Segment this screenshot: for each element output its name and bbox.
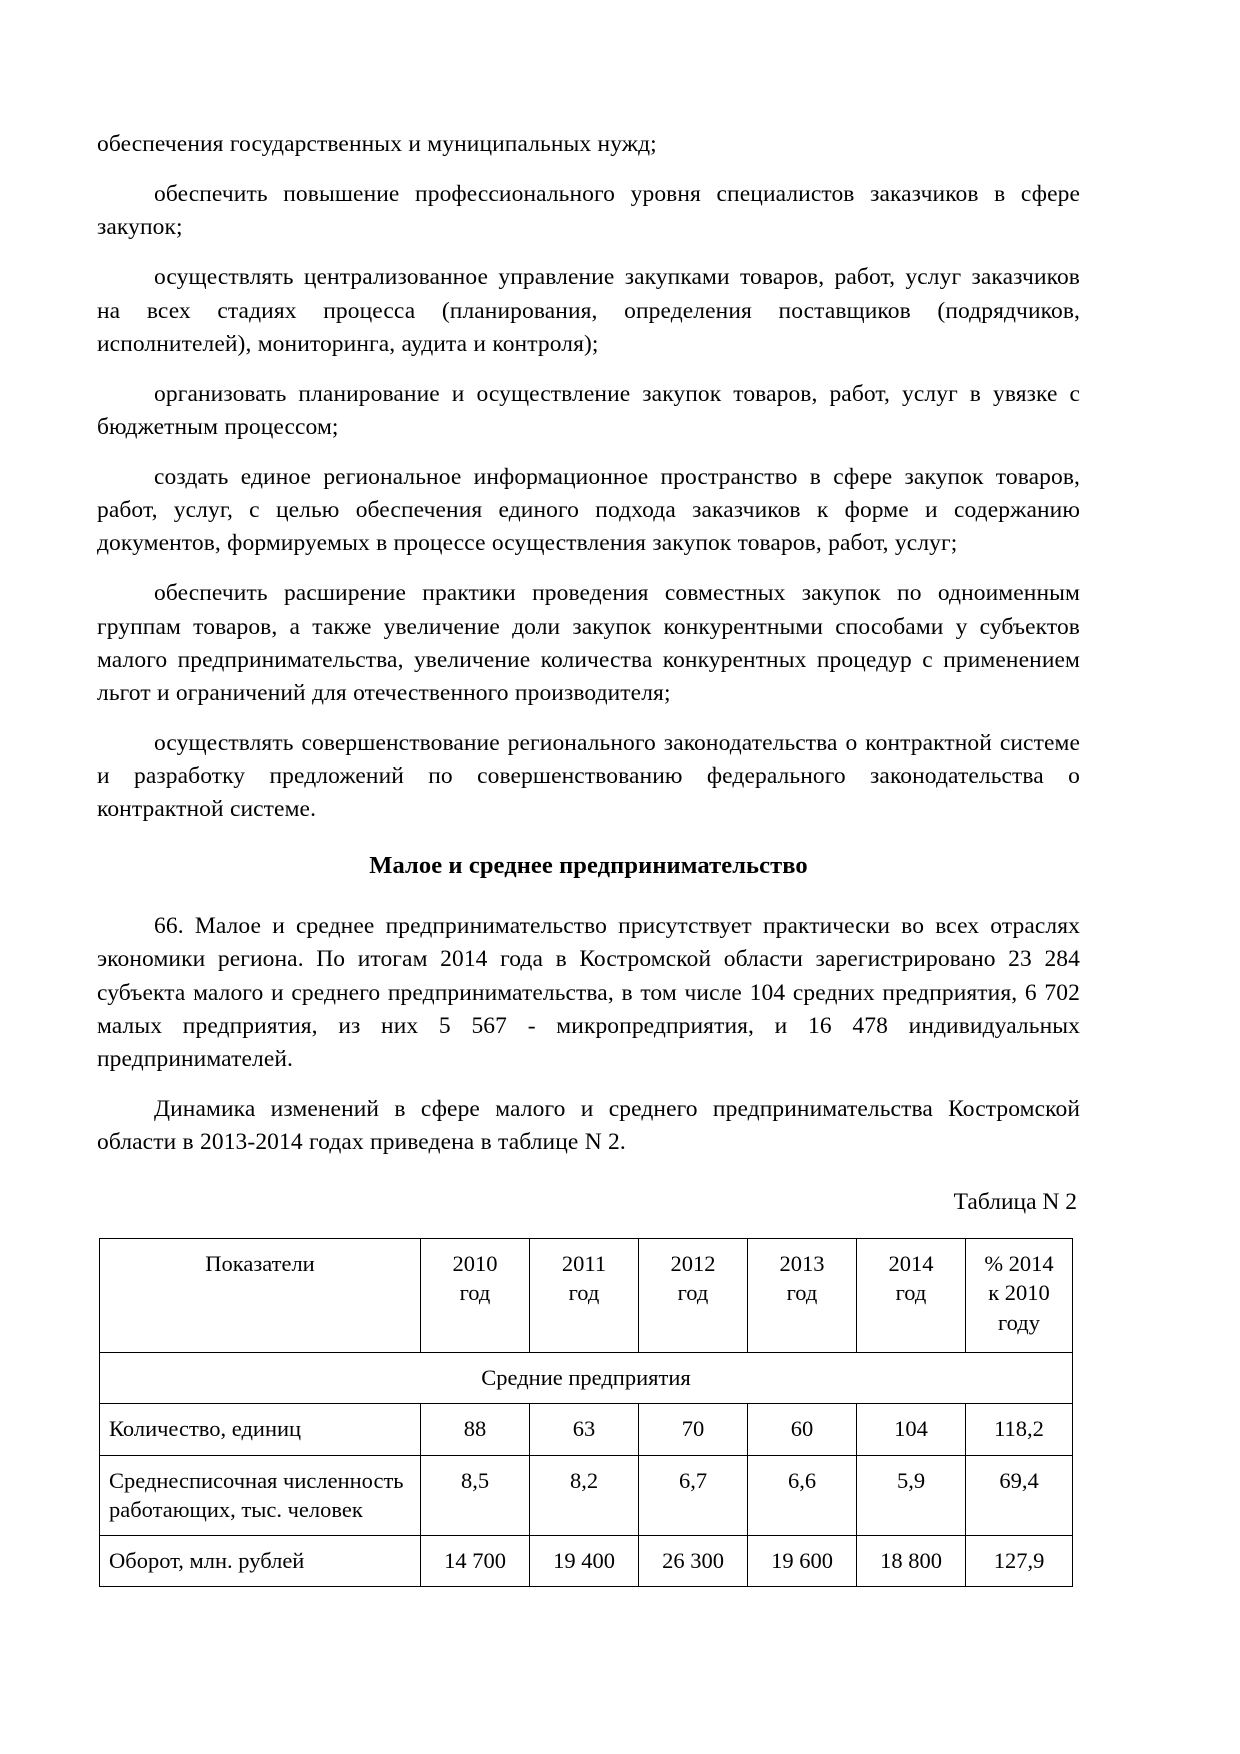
paragraph-professional: обеспечить повышение профессионального уровня специалистов заказчиков в сфере закупок;: [97, 181, 1080, 241]
table-section-row: [100, 1353, 1073, 1404]
paragraph-dynamics: Динамика изменений в сфере малого и среднего предпринимательства Костромской области в 2013-2014 годах приведена в таблице N 2.: [97, 1095, 1080, 1155]
year-value: 2014: [888, 1251, 934, 1277]
column-header-ratio: [966, 1239, 1073, 1353]
table-row: [100, 1404, 1073, 1455]
column-header-2012: [639, 1239, 748, 1353]
cell-headcount-2011: 8,2: [530, 1455, 639, 1536]
cell-turnover-2014: 18 800: [857, 1536, 966, 1587]
cell-quantity-2013: 60: [748, 1404, 857, 1455]
cell-turnover-2013: 19 600: [748, 1536, 857, 1587]
paragraph-centralized: осуществлять централизованное управление закупками товаров, работ, услуг заказчиков на всех стадиях процесса (планирования, определения поставщиков (подрядчиков, исполнителей), мониторинга, аудита и контроля);: [97, 264, 1080, 357]
sme-dynamics-table: [99, 1238, 1073, 1587]
paragraph-66: 66. Малое и среднее предпринимательство присутствует практически во всех отраслях экономики региона. По итогам 2014 года в Костромской области зарегистрировано 23 284 субъекта малого и среднего предпринимательства, в том числе 104 средних предприятия, 6 702 малых предприятия, из них 5 567 - микропредприятия, и 16 478 индивидуальных предпринимателей.: [97, 913, 1080, 1072]
cell-headcount-ratio: 69,4: [966, 1455, 1073, 1536]
table-row: [100, 1455, 1073, 1536]
cell-quantity-2012: 70: [639, 1404, 748, 1455]
year-value: 2011: [561, 1251, 607, 1277]
cell-turnover-2012: 26 300: [639, 1536, 748, 1587]
table-row: [100, 1536, 1073, 1587]
column-header-indicator: Показатели: [100, 1239, 421, 1353]
cell-turnover-2010: 14 700: [421, 1536, 530, 1587]
year-unit: год: [677, 1280, 709, 1306]
year-unit: год: [459, 1280, 491, 1306]
cell-headcount-2014: 5,9: [857, 1455, 966, 1536]
table-header-row: [100, 1239, 1073, 1353]
paragraph-planning: организовать планирование и осуществление закупок товаров, работ, услуг в увязке с бюджетным процессом;: [97, 380, 1080, 440]
year-unit: год: [895, 1280, 927, 1306]
cell-quantity-2014: 104: [857, 1404, 966, 1455]
document-body: [97, 128, 1080, 1587]
ratio-line-3: году: [998, 1309, 1040, 1335]
row-label-headcount: Среднесписочная численность работающих, тыс. человек: [100, 1455, 421, 1536]
column-header-2010: [421, 1239, 530, 1353]
cell-quantity-2010: 88: [421, 1404, 530, 1455]
column-header-2013: [748, 1239, 857, 1353]
year-unit: год: [786, 1280, 818, 1306]
cell-headcount-2013: 6,6: [748, 1455, 857, 1536]
cell-quantity-ratio: 118,2: [966, 1404, 1073, 1455]
section-title-medium-enterprises: Средние предприятия: [100, 1353, 1073, 1404]
column-header-2014: [857, 1239, 966, 1353]
paragraph-nuzhdy: обеспечения государственных и муниципальных нужд;: [97, 131, 657, 157]
row-label-quantity: Количество, единиц: [100, 1404, 421, 1455]
cell-headcount-2010: 8,5: [421, 1455, 530, 1536]
cell-turnover-ratio: 127,9: [966, 1536, 1073, 1587]
page-title: Малое и среднее предпринимательство: [369, 852, 808, 880]
year-unit: год: [568, 1280, 600, 1306]
paragraph-legislation: осуществлять совершенствование регионального законодательства о контрактной системе и разработку предложений по совершенствованию федерального законодательства о контрактной системе.: [97, 729, 1080, 823]
year-value: 2013: [779, 1251, 825, 1277]
paragraph-joint-purchases: обеспечить расширение практики проведения совместных закупок по одноименным группам товаров, а также увеличение доли закупок конкурентными способами у субъектов малого предпринимательства, увеличение количества конкурентных процедур с применением льгот и ограничений для отечественного производителя;: [97, 580, 1080, 706]
row-label-turnover: Оборот, млн. рублей: [100, 1536, 421, 1587]
column-header-2011: [530, 1239, 639, 1353]
paragraph-infospace: создать единое региональное информационное пространство в сфере закупок товаров, работ, услуг, с целью обеспечения единого подхода заказчиков к форме и содержанию документов, формируемых в процессе осуществления закупок товаров, работ, услуг;: [97, 464, 1080, 557]
year-value: 2012: [670, 1251, 716, 1277]
ratio-line-1: % 2014: [984, 1251, 1054, 1277]
table-caption: Таблица N 2: [953, 1189, 1077, 1216]
ratio-line-2: к 2010: [988, 1280, 1050, 1306]
year-value: 2010: [452, 1251, 498, 1277]
cell-quantity-2011: 63: [530, 1404, 639, 1455]
cell-headcount-2012: 6,7: [639, 1455, 748, 1536]
cell-turnover-2011: 19 400: [530, 1536, 639, 1587]
